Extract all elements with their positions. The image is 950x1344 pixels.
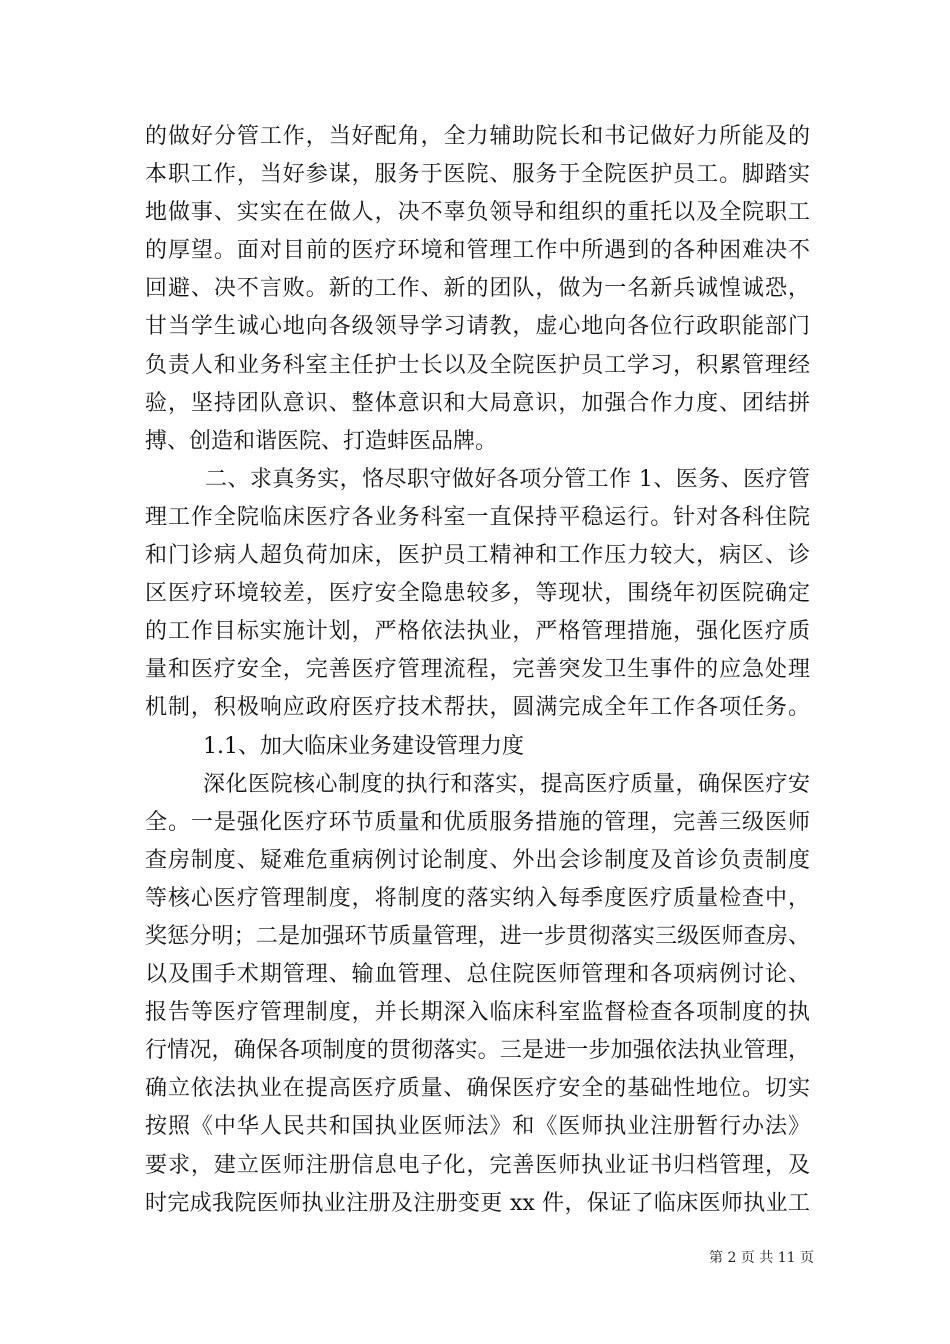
text-line: 行情况，确保各项制度的贯彻落实。三是进一步加强依法执业管理， (145, 1038, 810, 1064)
text-line: 本职工作，当好参谋，服务于医院、服务于全院医护员工。脚踏实 (145, 162, 810, 188)
text-line: 要求，建立医师注册信息电子化，完善医师执业证书归档管理，及 (145, 1152, 810, 1178)
text-line: 量和医疗安全，完善医疗管理流程，完善突发卫生事件的应急处理 (145, 657, 810, 683)
text-line: 验，坚持团队意识、整体意识和大局意识，加强合作力度、团结拼 (145, 390, 810, 416)
text-line: 全。一是强化医疗环节质量和优质服务措施的管理，完善三级医师 (145, 809, 810, 835)
text-line: 的工作目标实施计划，严格依法执业，严格管理措施，强化医疗质 (145, 619, 810, 645)
section-heading-line: 二、求真务实，恪尽职守做好各项分管工作 1、医务、医疗管 (205, 466, 810, 492)
page-number-footer: 第 2 页 共 11 页 (709, 1250, 814, 1266)
text-line: 的做好分管工作，当好配角，全力辅助院长和书记做好力所能及的 (145, 124, 810, 149)
text-line: 搏、创造和谐医院、打造蚌医品牌。 (145, 428, 498, 454)
text-line: 报告等医疗管理制度，并长期深入临床科室监督检查各项制度的执 (145, 1000, 810, 1026)
text-line: 回避、决不言败。新的工作、新的团队，做为一名新兵诚惶诚恐， (145, 276, 810, 302)
text-line: 机制，积极响应政府医疗技术帮扶，圆满完成全年工作各项任务。 (145, 695, 810, 721)
text-line: 以及围手术期管理、输血管理、总住院医师管理和各项病例讨论、 (145, 962, 810, 988)
text-line: 确立依法执业在提高医疗质量、确保医疗安全的基础性地位。切实 (145, 1076, 810, 1102)
text-line: 和门诊病人超负荷加床，医护员工精神和工作压力较大，病区、诊 (145, 543, 810, 569)
text-line: 深化医院核心制度的执行和落实，提高医疗质量，确保医疗安 (203, 771, 810, 797)
text-line: 时完成我院医师执业注册及注册变更 xx 件，保证了临床医师执业工 (145, 1190, 810, 1216)
text-line: 按照《中华人民共和国执业医师法》和《医师执业注册暂行办法》 (145, 1114, 810, 1140)
text-line: 区医疗环境较差，医疗安全隐患较多，等现状，围绕年初医院确定 (145, 581, 810, 607)
text-line: 查房制度、疑难危重病例讨论制度、外出会诊制度及首诊负责制度 (145, 847, 810, 873)
text-line: 等核心医疗管理制度，将制度的落实纳入每季度医疗质量检查中， (145, 885, 810, 911)
text-line: 理工作全院临床医疗各业务科室一直保持平稳运行。针对各科住院 (145, 504, 810, 530)
text-line: 奖惩分明；二是加强环节质量管理，进一步贯彻落实三级医师查房、 (145, 923, 810, 949)
text-line: 负责人和业务科室主任护士长以及全院医护员工学习，积累管理经 (145, 352, 810, 378)
text-line: 的厚望。面对目前的医疗环境和管理工作中所遇到的各种困难决不 (145, 238, 810, 264)
text-line: 甘当学生诚心地向各级领导学习请教，虚心地向各位行政职能部门 (145, 314, 810, 340)
text-line: 地做事、实实在在做人，决不辜负领导和组织的重托以及全院职工 (145, 200, 810, 226)
subsection-heading: 1.1、加大临床业务建设管理力度 (203, 733, 524, 759)
document-body (145, 118, 810, 1223)
